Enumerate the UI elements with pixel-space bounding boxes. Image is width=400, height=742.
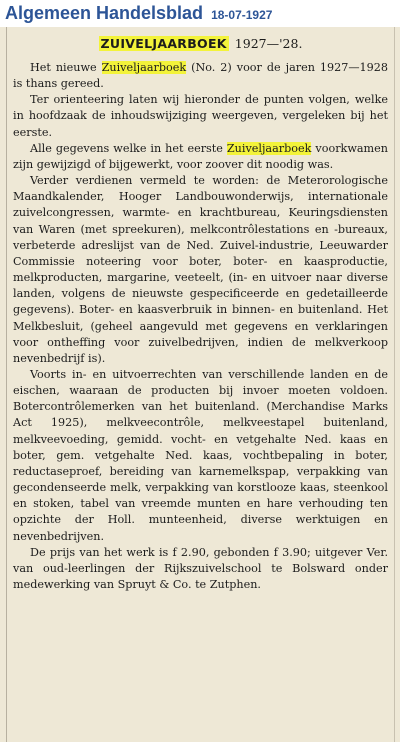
article	[13, 35, 388, 593]
newspaper-masthead	[5, 3, 272, 27]
column-rule-right	[394, 27, 395, 742]
paragraph-data-updated	[13, 141, 388, 173]
newspaper-clipping	[0, 27, 400, 742]
publication-date: 18-07-1927	[211, 8, 273, 22]
headline-keyword-highlight: ZUIVELJAARBOEK	[100, 36, 227, 51]
paragraph-orientation: Ter orienteering laten wij hieronder de punten volgen, welke in hoofdzaak de inhoudswijziging weergeven, vergeleken bij het eerste.	[13, 93, 388, 139]
paragraph-intro-start: Het nieuwe	[30, 61, 102, 74]
newspaper-name: Algemeen Handelsblad	[5, 3, 204, 23]
paragraph-data-updated-end: voorkwamen zijn gewijzigd of bijgewerkt, voor zoover dit noodig was.	[13, 141, 388, 171]
keyword-highlight: Zuiveljaarboek	[101, 61, 187, 74]
paragraph-data-updated-start: Alle gegevens welke in het eerste	[30, 141, 227, 155]
paragraph-price-publisher: De prijs van het werk is f 2.90, gebonden f 3.90; uitgever Ver. van oud-leerlingen der Rijkszuivelschool te Bolsward onder medewerking van Spruyt & Co. te Zutphen.	[13, 545, 388, 591]
column-rule-left	[6, 27, 7, 742]
keyword-highlight: Zuiveljaarboek	[226, 141, 312, 155]
paragraph-contents-continued: Voorts in- en uitvoerrechten van verschillende landen en de eischen, waaraan de producten bij invoer moeten voldoen. Botercontrôlemerken van het buitenland. (Merchandise Marks Act 1925), melkveecontrôle, melkveestapel buitenland, melkveevoeding, gemidd. vocht- en vetgehalte Ned. kaas en boter, gem. vetgehalte Ned. kaas, vochtbepaling in boter, reductaseproef, bereiding van karnemelkspap, verpakking van gecondenseerde melk, verpakking van korstlooze kaas, steenkool en stoken, tabel van vreemde munten en hare verhouding ten opzichte der Holl. munteenheid, diverse werktuigen en nevenbedrijven.	[13, 367, 388, 543]
paragraph-contents-list: Verder verdienen vermeld te worden: de Meterorologische Maandkalender, Hooger Landbouwonderwijs, internationale zuivelcongressen, warmte- en krachtbureau, Keuringsdiensten van Waren (met spreekuren), melkcontrôlestations en -bureaux, verbeterde adreslijst van de Ned. Zuivel-industrie, Leeuwarder Commissie noteering voor boter, boter- en kaasproductie, melkproducten, margarine, veeteelt, (in- en uitvoer naar diverse landen, volgens de nieuwste gespecificeerde en gedetailleerde gegevens). Boter- en kaasverbruik in binnen- en buitenland. Het Melkbesluit, (geheel aangevuld met gegevens en verklaringen voor ontheffing voor zuivelbedrijven, indien de melkverkoop nevenbedrijf is).	[13, 174, 388, 365]
headline-years: 1927—'28.	[234, 36, 303, 51]
article-headline	[13, 35, 388, 53]
paragraph-intro	[13, 60, 388, 92]
paragraph-intro-end: (No. 2) voor de jaren 1927—1928 is thans gereed.	[13, 61, 388, 91]
